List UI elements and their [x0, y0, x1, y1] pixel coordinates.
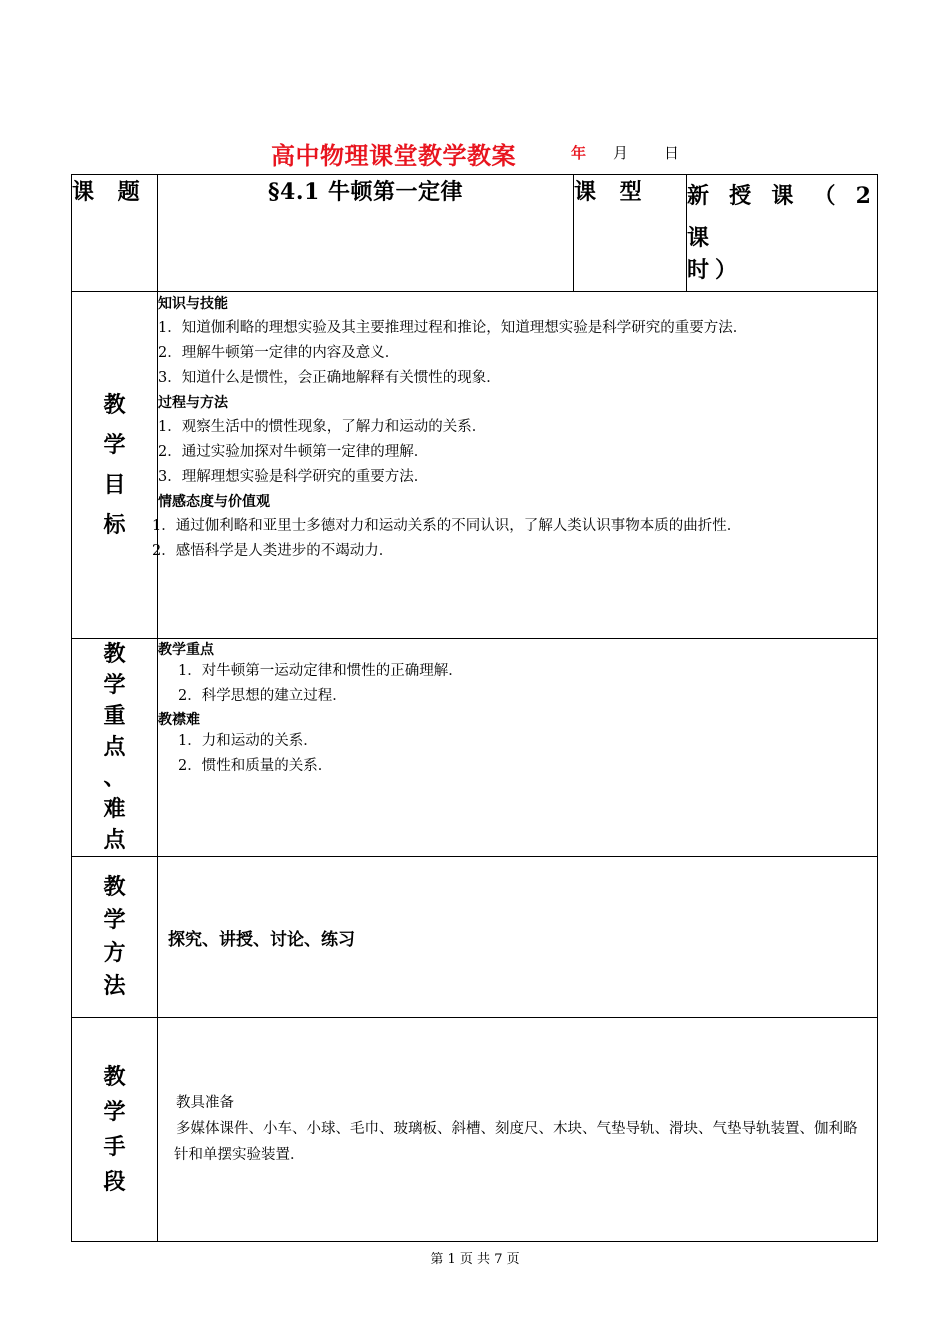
day-label: 日 [664, 144, 680, 162]
method-label-char: 法 [103, 973, 126, 999]
goal-item: 3．理解理想实验是科学研究的重要方法． [158, 469, 429, 485]
goal-item: 2．感悟科学是人类进步的不竭动力． [152, 543, 394, 559]
page-footer: 第 1 页 共 7 页 [430, 1252, 520, 1267]
focus-row [72, 639, 878, 857]
method-label [72, 857, 158, 1018]
goal-item: 2．通过实验加探对牛顿第一定律的理解． [158, 444, 429, 460]
focus-label-char: 点 [103, 734, 126, 760]
attitude-values-heading: 情感态度与价值观 [158, 494, 270, 510]
equipment-list: 多媒体课件、小车、小球、毛巾、玻璃板、斜槽、刻度尺、木块、气垫导轨、滑块、气垫导轨装置、伽利略针和单摆实验装置． [174, 1121, 858, 1163]
means-label-char: 学 [103, 1098, 126, 1125]
key-point-item: 1．对牛顿第一运动定律和惯性的正确理解． [178, 663, 463, 679]
means-label-char: 教 [103, 1063, 126, 1090]
process-method-heading: 过程与方法 [158, 395, 228, 411]
goals-label-char: 目 [103, 472, 126, 498]
type-value-line1: 新 授 课 （ 2 课 [687, 183, 877, 251]
document-title: 高中物理课堂教学教案 [271, 141, 516, 170]
means-label-char: 段 [103, 1168, 126, 1195]
means-label-char: 手 [103, 1133, 126, 1160]
focus-label-char: 点 [103, 827, 126, 853]
means-content [158, 1018, 878, 1242]
goal-item: 2．理解牛顿第一定律的内容及意义． [158, 345, 400, 361]
knowledge-skills-heading: 知识与技能 [158, 296, 228, 312]
topic-row [72, 175, 878, 292]
month-label: 月 [613, 144, 629, 162]
year-label: 年 [571, 144, 587, 162]
goals-content [152, 292, 878, 639]
means-row [72, 1018, 878, 1242]
goal-item: 1．观察生活中的惯性现象，了解力和运动的关系． [158, 419, 487, 435]
difficulty-item: 2．惯性和质量的关系． [178, 758, 333, 774]
focus-label-char: 难 [103, 796, 126, 822]
key-points-heading: 教学重点 [158, 642, 214, 658]
means-label [72, 1018, 158, 1242]
goal-item: 1．知道伽利略的理想实验及其主要推理过程和推论，知道理想实验是科学研究的重要方法． [158, 320, 748, 336]
goal-item: 1．通过伽利略和亚里士多德对力和运动关系的不同认识，了解人类认识事物本质的曲折性． [152, 518, 742, 534]
lesson-plan-table [71, 174, 878, 1242]
topic-value: §4.1 牛顿第一定律 [158, 175, 574, 292]
method-label-char: 学 [103, 907, 126, 933]
goals-label [72, 292, 158, 639]
focus-label-char: 学 [103, 672, 126, 698]
goals-label-char: 标 [103, 512, 126, 538]
goals-label-char: 教 [103, 392, 126, 418]
difficulty-item: 1．力和运动的关系． [178, 733, 318, 749]
method-value: 探究、讲授、讨论、练习 [158, 857, 878, 1018]
goal-item: 3．知道什么是惯性，会正确地解释有关惯性的现象． [158, 370, 501, 386]
type-label: 课 型 [574, 175, 687, 292]
goals-label-char: 学 [103, 432, 126, 458]
method-label-char: 教 [103, 874, 126, 900]
equipment-heading: 教具准备 [176, 1095, 234, 1111]
title-line [0, 136, 950, 168]
key-point-item: 2．科学思想的建立过程． [178, 688, 347, 704]
focus-label-char: 教 [103, 641, 126, 667]
method-row [72, 857, 878, 1018]
goals-row [72, 292, 878, 639]
type-value-line2: 时） [687, 257, 744, 283]
topic-label: 课 题 [72, 175, 158, 292]
focus-label-char: 、 [103, 765, 126, 791]
focus-content [158, 639, 878, 857]
difficulties-heading: 教襟难 [158, 712, 200, 728]
type-value [687, 175, 878, 292]
method-label-char: 方 [103, 940, 126, 966]
focus-label [72, 639, 158, 857]
focus-label-char: 重 [103, 703, 126, 729]
